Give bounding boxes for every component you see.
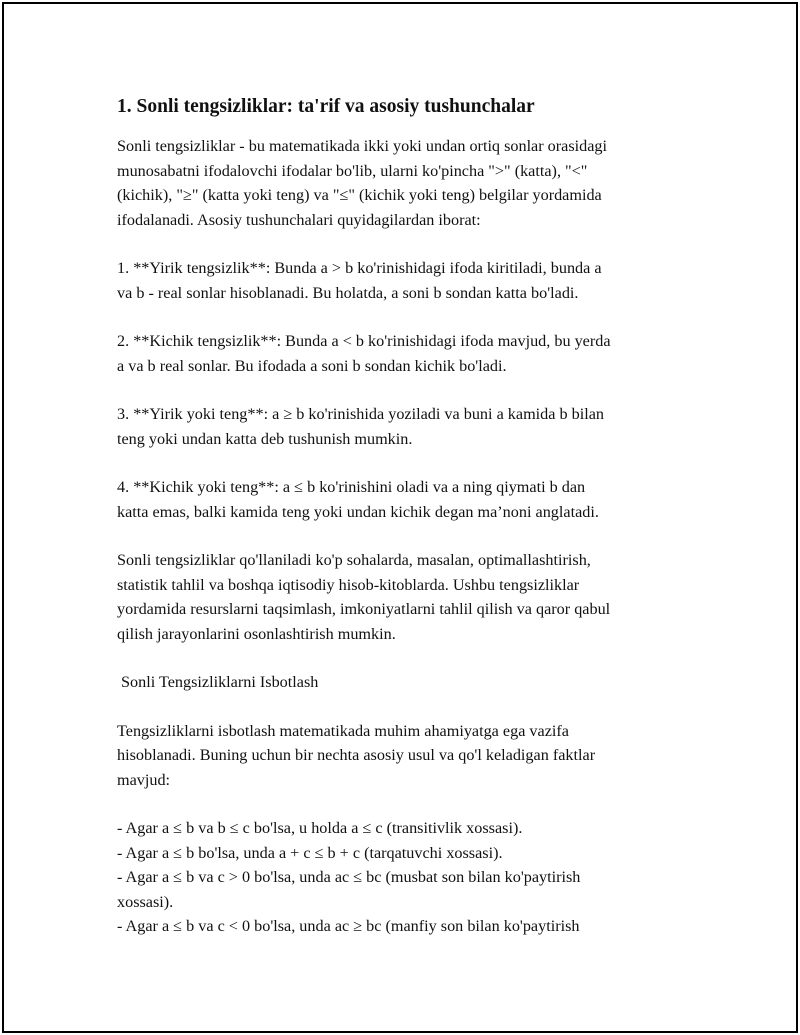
list-item-4: [117, 475, 687, 524]
text-line: hisoblanadi. Buning uchun bir nechta asosiy usul va qo'l keladigan faktlar: [117, 746, 596, 764]
text-line: munosabatni ifodalovchi ifodalar bo'lib, ularni ko'pincha ">" (katta), "<": [117, 161, 588, 180]
document-body: [117, 93, 687, 939]
properties-list: [117, 816, 687, 939]
text-line: 1. **Yirik tengsizlik**: Bunda a > b ko'rinishidagi ifoda kiritiladi, bunda a: [117, 259, 602, 277]
text-line: teng yoki undan katta deb tushunish mumkin.: [117, 429, 413, 448]
text-line: va b - real sonlar hisoblanadi. Bu holatda, a soni b sondan katta bo'ladi.: [117, 283, 579, 302]
applications-paragraph: [117, 548, 687, 646]
list-item-1: [117, 256, 687, 305]
text-line: 2. **Kichik tengsizlik**: Bunda a < b ko'rinishidagi ifoda mavjud, bu yerda: [117, 332, 611, 350]
intro-paragraph: [117, 134, 687, 232]
property-line: xossasi).: [117, 892, 174, 911]
proof-intro-paragraph: [117, 719, 687, 793]
text-line: Sonli tengsizliklar - bu matematikada ikki yoki undan ortiq sonlar orasidagi: [117, 137, 608, 155]
subheading-text: Sonli Tengsizliklarni Isbotlash: [117, 673, 319, 691]
text-line: a va b real sonlar. Bu ifodada a soni b sondan kichik bo'ladi.: [117, 356, 507, 375]
text-line: ifodalanadi. Asosiy tushunchalari quyidagilardan iborat:: [117, 210, 481, 229]
text-line: mavjud:: [117, 770, 171, 789]
subheading: [117, 670, 687, 695]
text-line: 3. **Yirik yoki teng**: a ≥ b ko'rinishida yoziladi va buni a kamida b bilan: [117, 405, 604, 423]
list-item-3: [117, 402, 687, 451]
text-line: statistik tahlil va boshqa iqtisodiy hisob-kitoblarda. Ushbu tengsizliklar: [117, 575, 580, 594]
property-line: - Agar a ≤ b va b ≤ c bo'lsa, u holda a ≤ c (transitivlik xossasi).: [117, 819, 523, 837]
text-line: katta emas, balki kamida teng yoki undan kichik degan ma’noni anglatadi.: [117, 502, 599, 521]
text-line: qilish jarayonlarini osonlashtirish mumkin.: [117, 624, 396, 643]
list-item-2: [117, 329, 687, 378]
section-heading: 1. Sonli tengsizliklar: ta'rif va asosiy tushunchalar: [117, 96, 535, 117]
property-line: - Agar a ≤ b bo'lsa, unda a + c ≤ b + c (tarqatuvchi xossasi).: [117, 843, 503, 862]
text-line: Tengsizliklarni isbotlash matematikada muhim ahamiyatga ega vazifa: [117, 721, 569, 740]
text-line: Sonli tengsizliklar qo'llaniladi ko'p sohalarda, masalan, optimallashtirish,: [117, 551, 591, 569]
text-line: (kichik), "≥" (katta yoki teng) va "≤" (kichik yoki teng) belgilar yordamida: [117, 186, 602, 204]
property-line: - Agar a ≤ b va c < 0 bo'lsa, unda ac ≥ bc (manfiy son bilan ko'paytirish: [117, 917, 580, 935]
property-line: - Agar a ≤ b va c > 0 bo'lsa, unda ac ≤ bc (musbat son bilan ko'paytirish: [117, 868, 581, 886]
text-line: 4. **Kichik yoki teng**: a ≤ b ko'rinishini oladi va a ning qiymati b dan: [117, 478, 586, 496]
text-line: yordamida resurslarni taqsimlash, imkoniyatlarni tahlil qilish va qaror qabul: [117, 600, 611, 618]
